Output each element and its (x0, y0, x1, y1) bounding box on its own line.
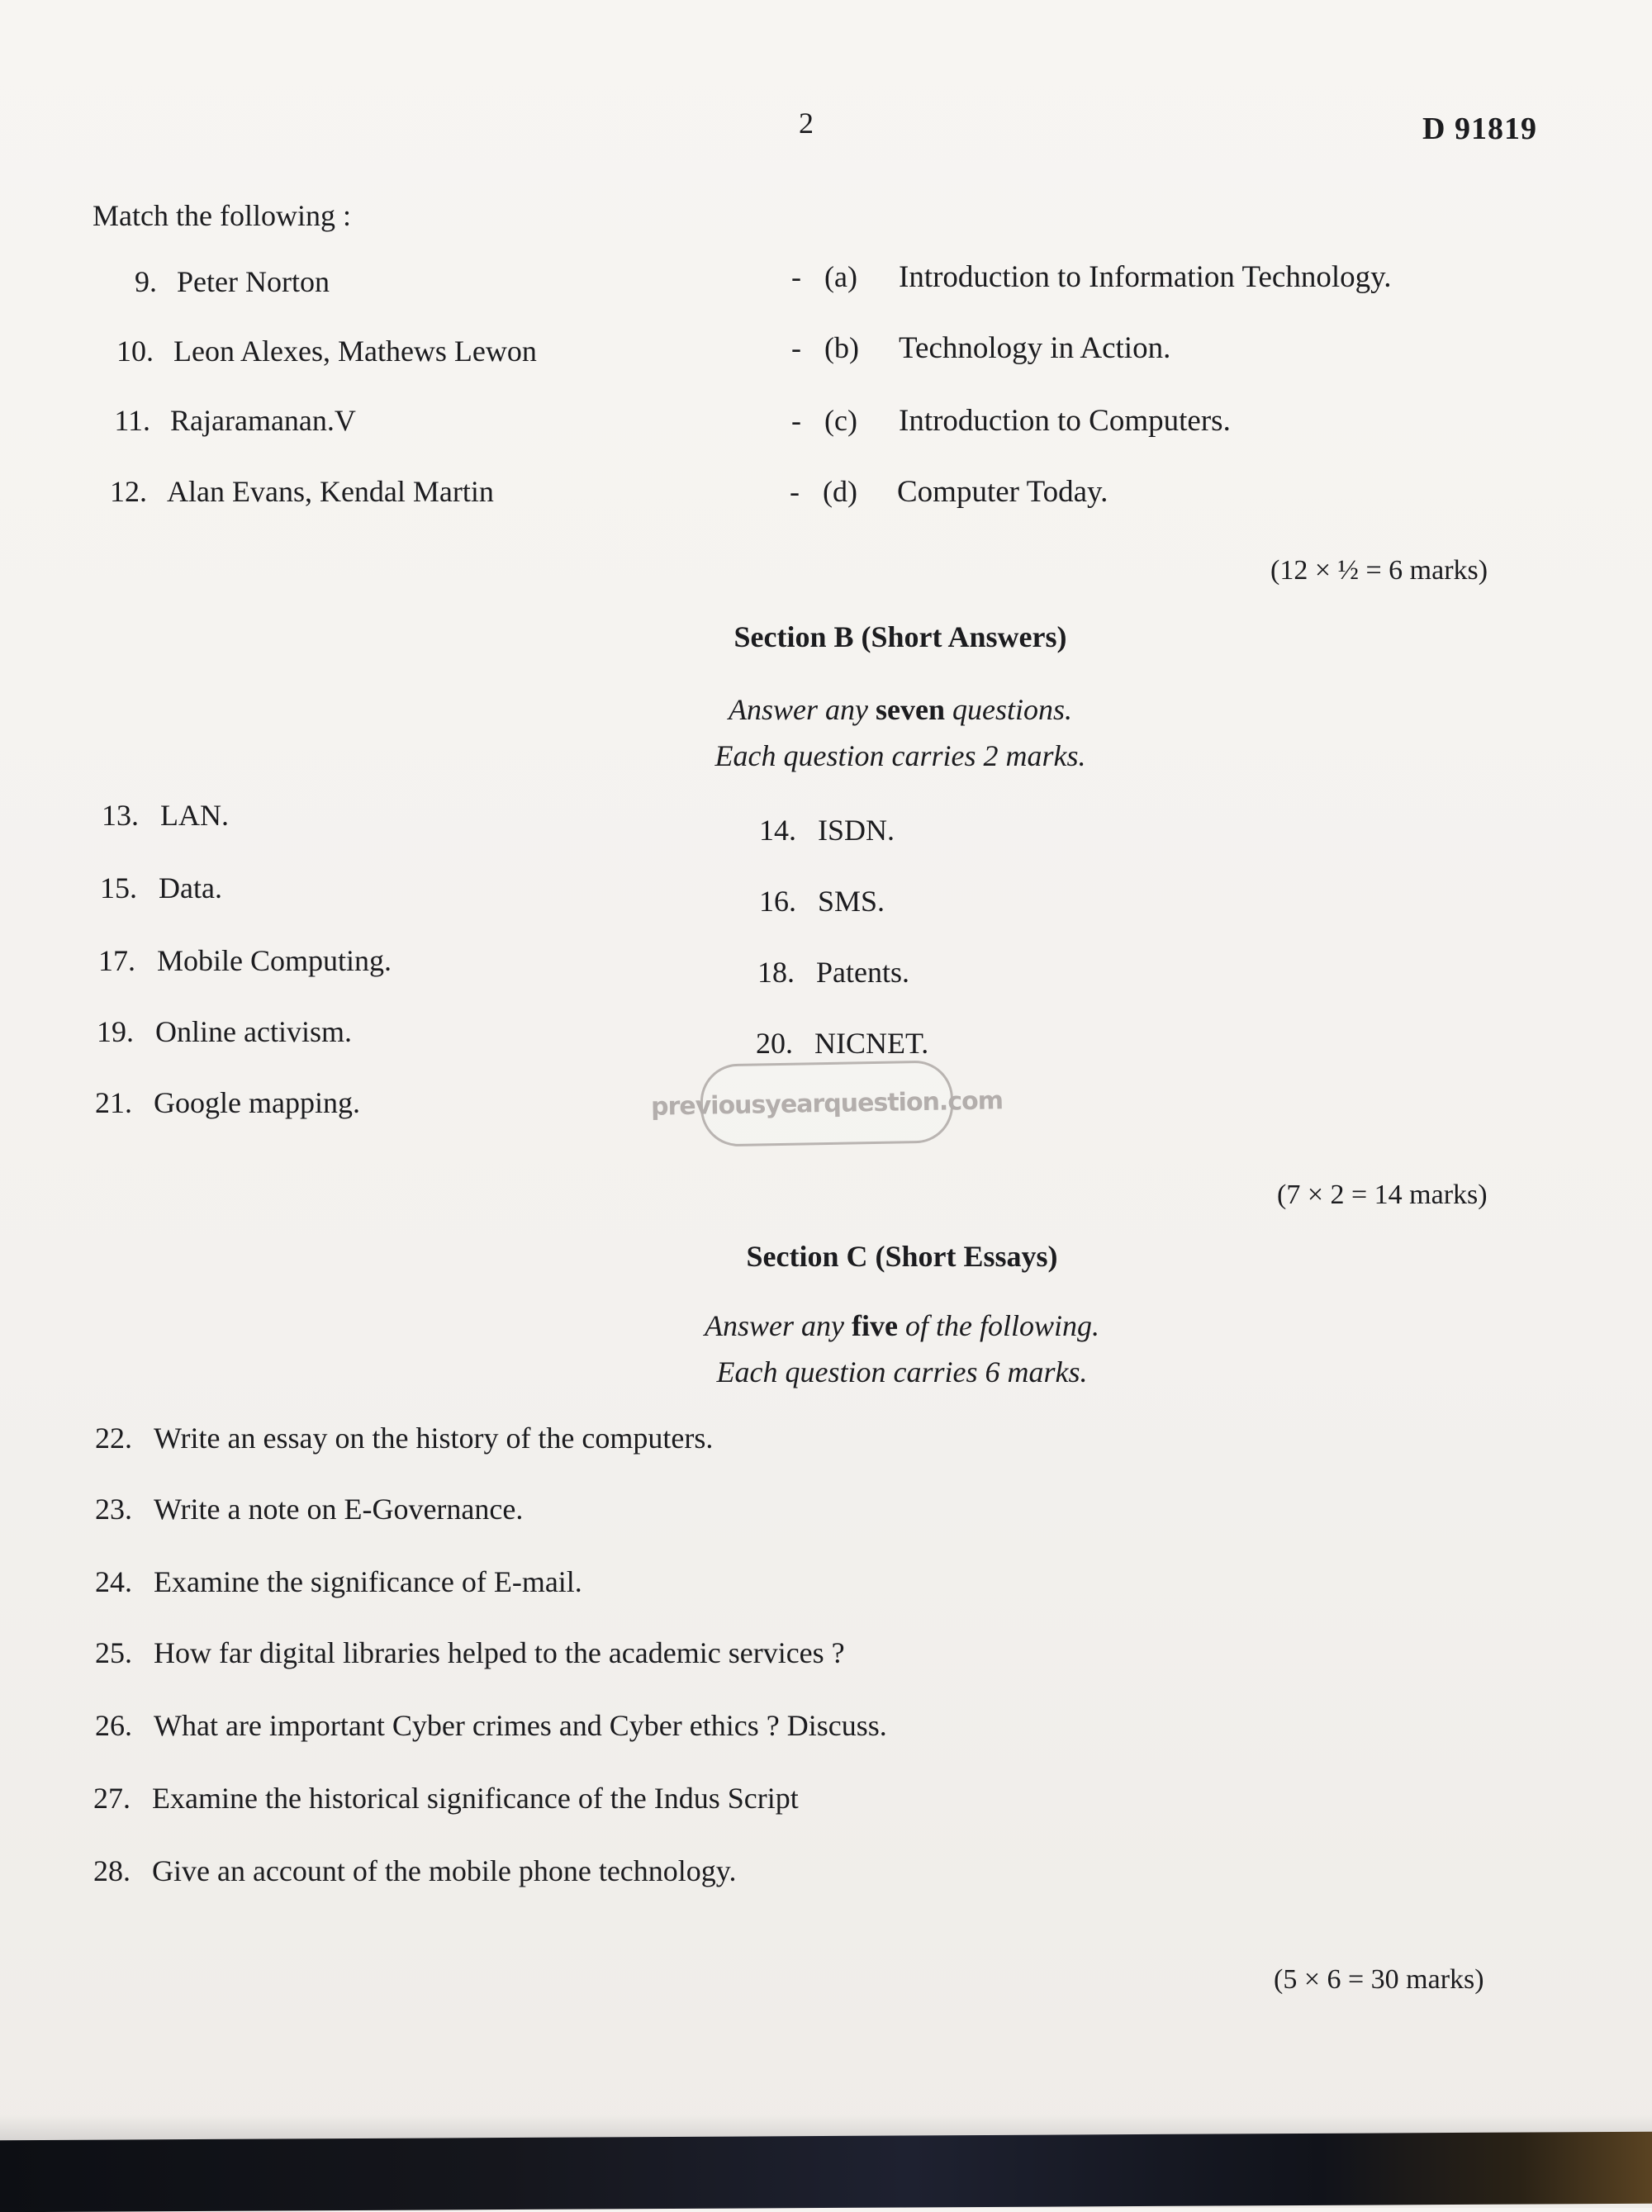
match-option-text: Computer Today. (897, 475, 1108, 509)
question-text: Examine the historical significance of the Indus Script (152, 1782, 799, 1815)
question-text: SMS. (818, 885, 885, 918)
question-14 (738, 813, 895, 847)
question-text: Mobile Computing. (157, 944, 392, 977)
section-b-instruction-1 (729, 692, 1072, 727)
instr-text: questions. (952, 693, 1072, 726)
instr-text: of the following. (904, 1309, 1099, 1342)
match-item-number: 10. (116, 335, 154, 368)
question-text: NICNET. (814, 1027, 929, 1060)
question-28 (78, 1854, 736, 1888)
match-option-label: (d) (823, 475, 857, 508)
question-number: 25. (95, 1636, 132, 1669)
question-text: Data. (159, 871, 222, 904)
question-13 (81, 798, 229, 833)
question-number: 15. (100, 871, 137, 904)
match-option-label: (a) (824, 260, 857, 293)
question-number: 19. (97, 1015, 134, 1048)
section-c-title: Section C (Short Essays) (746, 1240, 1058, 1273)
question-number: 23. (95, 1493, 132, 1526)
section-b-instruction-2: Each question carries 2 marks. (714, 739, 1086, 772)
match-option-text: Introduction to Information Technology. (899, 260, 1392, 294)
question-number: 17. (98, 944, 135, 977)
question-19 (76, 1014, 352, 1049)
question-number: 13. (102, 799, 139, 832)
match-dash: - (791, 260, 801, 293)
question-number: 28. (93, 1854, 131, 1887)
match-item-left-text: Rajaramanan.V (170, 404, 356, 437)
question-text: Write a note on E-Governance. (154, 1493, 524, 1526)
question-text: LAN. (160, 799, 229, 832)
match-option-label: (c) (824, 404, 857, 437)
match-dash: - (791, 404, 801, 437)
question-number: 18. (757, 956, 795, 989)
question-number: 20. (756, 1027, 793, 1060)
question-text: Online activism. (155, 1015, 352, 1048)
section-b-title: Section B (Short Answers) (733, 620, 1067, 653)
instr-emphasis: seven (875, 693, 945, 726)
question-25 (79, 1635, 845, 1670)
question-18 (737, 955, 909, 990)
question-number: 14. (759, 814, 796, 847)
question-text: Google mapping. (154, 1086, 360, 1119)
match-option-text: Technology in Action. (899, 331, 1171, 365)
question-16 (738, 884, 885, 919)
question-21 (74, 1085, 360, 1120)
match-dash: - (790, 475, 800, 508)
match-item-number: 11. (114, 404, 150, 437)
match-item-left-text: Peter Norton (177, 265, 330, 298)
question-text: How far digital libraries helped to the academic services ? (154, 1636, 845, 1669)
question-text: Write an essay on the history of the computers. (154, 1422, 714, 1455)
question-26 (79, 1708, 887, 1743)
match-dash: - (791, 331, 801, 364)
question-number: 27. (93, 1782, 131, 1815)
match-item-11-right (791, 403, 1231, 439)
question-23 (79, 1492, 523, 1526)
section-c-instruction-1 (705, 1308, 1099, 1343)
match-item-number: 12. (110, 475, 147, 508)
question-15 (79, 871, 222, 905)
match-item-10-right (791, 330, 1170, 366)
question-text: What are important Cyber crimes and Cyber ethics ? Discuss. (154, 1709, 887, 1742)
question-text: Examine the significance of E-mail. (154, 1565, 582, 1598)
match-marks: (12 × ½ = 6 marks) (1270, 555, 1488, 586)
question-number: 16. (759, 885, 796, 918)
question-27 (78, 1781, 799, 1816)
section-c-marks: (5 × 6 = 30 marks) (1274, 1964, 1484, 1995)
match-item-number: 9. (135, 265, 157, 298)
match-item-12-right (790, 474, 1108, 510)
match-option-label: (b) (824, 331, 859, 364)
question-text: Give an account of the mobile phone technology. (152, 1854, 737, 1887)
photo-background-edge (0, 2132, 1652, 2212)
question-number: 22. (95, 1422, 132, 1455)
question-number: 21. (95, 1086, 132, 1119)
paper-code: D 91819 (1422, 112, 1537, 146)
question-20 (735, 1026, 928, 1061)
match-item-12-left (81, 474, 494, 509)
question-17 (78, 943, 392, 978)
instr-text: Answer any (705, 1309, 844, 1342)
match-item-9-right (791, 259, 1391, 295)
instr-emphasis: five (852, 1309, 898, 1342)
page-number: 2 (799, 107, 814, 140)
section-b-marks: (7 × 2 = 14 marks) (1277, 1180, 1488, 1210)
question-22 (79, 1421, 713, 1455)
match-item-10-left (88, 334, 537, 368)
match-item-left-text: Alan Evans, Kendal Martin (167, 475, 494, 508)
watermark-logo: previousyearquestion.com (700, 1060, 954, 1146)
question-24 (79, 1564, 582, 1599)
instr-text: Answer any (729, 693, 868, 726)
match-option-text: Introduction to Computers. (899, 404, 1231, 438)
question-text: ISDN. (818, 814, 895, 847)
match-heading: Match the following : (93, 199, 351, 232)
question-number: 26. (95, 1709, 132, 1742)
match-item-11-left (84, 403, 356, 438)
question-text: Patents. (816, 956, 909, 989)
match-item-left-text: Leon Alexes, Mathews Lewon (173, 335, 537, 368)
match-item-9-left (91, 264, 330, 299)
section-c-instruction-2: Each question carries 6 marks. (716, 1355, 1088, 1388)
question-number: 24. (95, 1565, 132, 1598)
